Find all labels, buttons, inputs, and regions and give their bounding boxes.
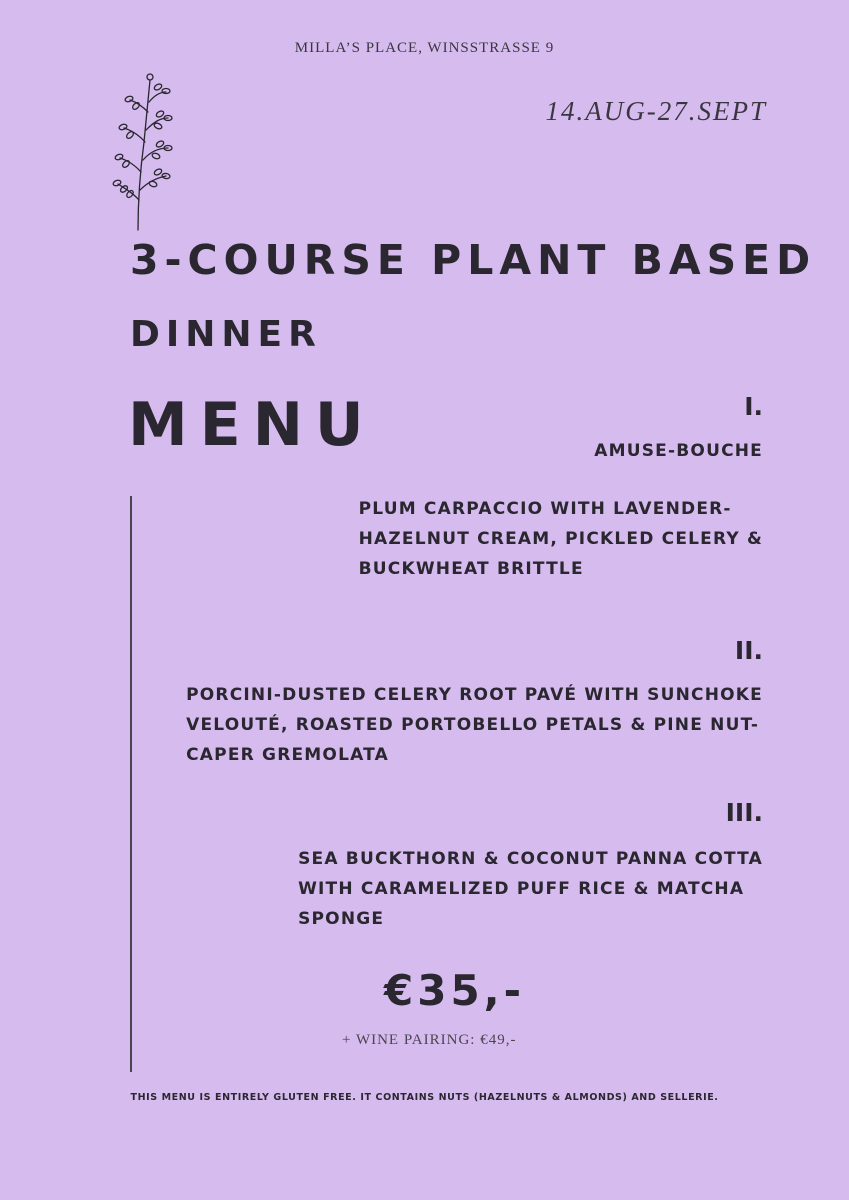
- course-3-description: [298, 844, 763, 934]
- course-2-line: PORCINI-DUSTED CELERY ROOT PAVÉ WITH SUNCHOKE: [186, 685, 763, 705]
- course-1-line: HAZELNUT CREAM, PICKLED CELERY &: [358, 529, 763, 549]
- course-1-subtitle: AMUSE-BOUCHE: [594, 441, 763, 461]
- venue-address: MILLA’S PLACE, WINSSTRASSE 9: [294, 40, 555, 56]
- course-2-description: [186, 680, 763, 770]
- course-2-line: VELOUTÉ, ROASTED PORTOBELLO PETALS & PINE NUT-: [186, 715, 760, 735]
- course-1-description: [359, 494, 763, 584]
- course-1-numeral: I.: [744, 392, 763, 421]
- menu-title-line-1: 3-COURSE PLANT BASED: [130, 236, 817, 284]
- wine-pairing-price: + WINE PAIRING: €49,-: [342, 1032, 517, 1048]
- menu-price: €35,-: [384, 966, 526, 1015]
- course-1-line: PLUM CARPACCIO WITH LAVENDER-: [358, 499, 732, 519]
- course-3-line: SPONGE: [298, 909, 385, 929]
- course-3-line: WITH CARAMELIZED PUFF RICE & MATCHA: [298, 879, 745, 899]
- course-3-line: SEA BUCKTHORN & COCONUT PANNA COTTA: [298, 849, 763, 869]
- course-2-line: CAPER GREMOLATA: [186, 745, 389, 765]
- date-range: 14.AUG-27.SEPT: [545, 96, 767, 126]
- plant-sprig-icon: [108, 72, 180, 232]
- allergen-note: THIS MENU IS ENTIRELY GLUTEN FREE. IT CONTAINS NUTS (HAZELNUTS & ALMONDS) AND SELLERIE.: [130, 1092, 719, 1103]
- course-2-numeral: II.: [734, 636, 763, 665]
- menu-title-line-3: MENU: [128, 390, 376, 460]
- vertical-divider: [130, 496, 132, 1072]
- course-1-line: BUCKWHEAT BRITTLE: [358, 559, 584, 579]
- menu-title-line-2: DINNER: [130, 314, 322, 355]
- course-3-numeral: III.: [725, 798, 763, 827]
